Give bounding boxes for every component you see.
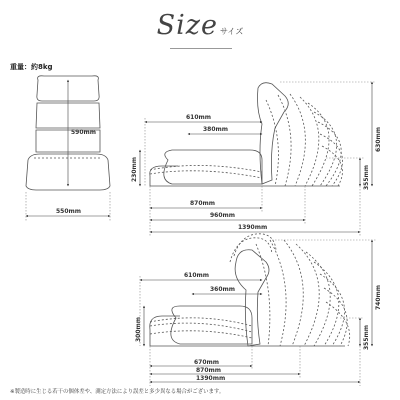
side2-left-height-label: 300mm [135, 316, 142, 342]
side2-bottom-2-label: 870mm [196, 367, 222, 374]
front-height-label: 590mm [71, 129, 97, 136]
side2-right-low-label: 355mm [363, 324, 370, 350]
side-view-1-chair [150, 83, 343, 186]
side1-bottom-3-label: 1390mm [238, 224, 268, 231]
weight-label: 重量：約8kg [10, 63, 53, 71]
front-dimensions [26, 80, 110, 222]
side1-top-outer-label: 610mm [186, 114, 212, 121]
side-view-2-chair [150, 234, 350, 346]
side2-top-inner-label: 360mm [210, 286, 236, 293]
front-width-label: 550mm [56, 208, 82, 215]
side1-left-height-label: 230mm [131, 156, 138, 182]
side2-bottom-3-label: 1390mm [196, 375, 226, 382]
side1-bottom-1-label: 870mm [190, 200, 216, 207]
side-view-2-dimensions [140, 240, 376, 386]
title-japanese: サイズ [219, 27, 244, 36]
side2-bottom-1-label: 670mm [194, 359, 220, 366]
title-script: Size [156, 10, 218, 41]
side1-top-inner-label: 380mm [203, 126, 229, 133]
side2-top-outer-label: 610mm [184, 272, 210, 279]
side2-right-height-label: 740mm [375, 284, 382, 310]
footnote: ※製造時に生じる若干の個体差や、測定方法により誤差と多少異なる場合がございます。 [10, 389, 225, 395]
side1-right-low-label: 355mm [363, 164, 370, 190]
side1-right-height-label: 630mm [375, 126, 382, 152]
side1-bottom-2-label: 960mm [210, 212, 236, 219]
